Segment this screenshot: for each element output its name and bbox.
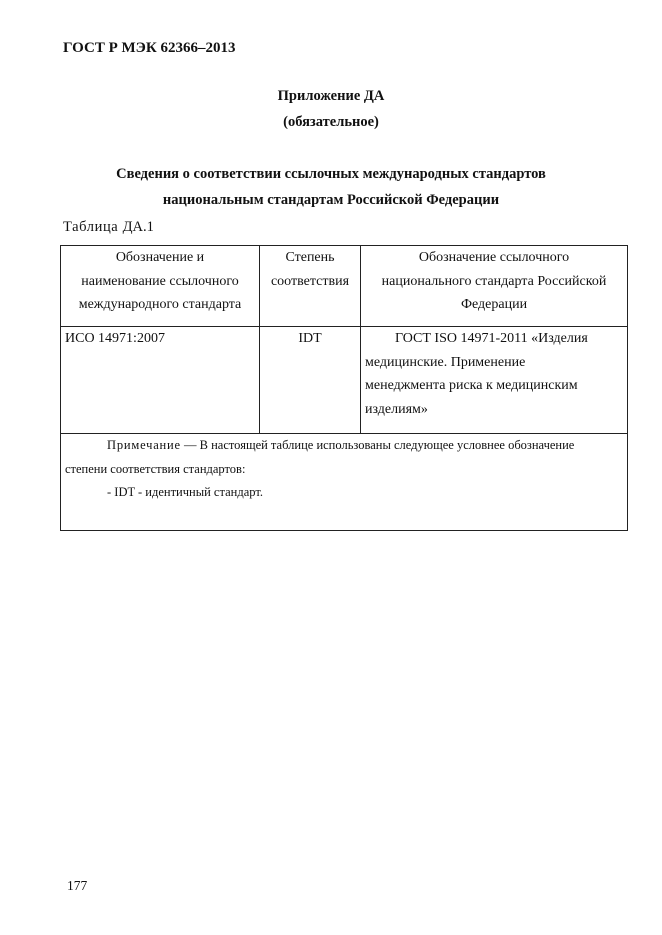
table-label-number: ДА.1	[122, 219, 154, 235]
header-text: соответствия	[270, 273, 350, 289]
note-line-1	[65, 434, 627, 458]
header-intl-standard	[61, 246, 260, 327]
header-text: международного стандарта	[78, 297, 242, 312]
annex-title: Приложение ДА	[277, 88, 385, 104]
correspondence-table	[60, 245, 628, 531]
note-text: В настоящей таблице использованы следующее условнее обозначение	[199, 438, 575, 452]
cell-text: менеджмента риска к медицинским	[365, 378, 578, 393]
note-dash: —	[180, 438, 200, 452]
table-note-row	[61, 434, 628, 531]
table-row	[61, 327, 628, 434]
note-line-2: степени соответствия стандартов:	[65, 461, 246, 476]
table-note	[61, 434, 628, 531]
annex-status: (обязательное)	[283, 114, 379, 130]
header-text: Степень	[285, 250, 335, 265]
cell-text: медицинские. Применение	[365, 354, 526, 370]
cell-national-standard	[361, 327, 628, 434]
header-text: Обозначение и	[115, 250, 205, 265]
header-text: национального стандарта Российской	[381, 273, 607, 289]
note-label: Примечание	[107, 438, 181, 452]
annex-heading-line-1: Сведения о соответствии ссылочных международных стандартов	[116, 166, 546, 182]
cell-text: ГОСТ ISO 14971-2011 «Изделия	[395, 331, 588, 346]
header-text: Обозначение ссылочного	[418, 250, 570, 265]
document-code: ГОСТ Р МЭК 62366–2013	[63, 40, 236, 56]
cell-degree: IDT	[260, 327, 361, 434]
table-label	[63, 219, 154, 236]
annex-heading-line-2: национальным стандартам Российской Федерации	[162, 192, 500, 208]
page-number: 177	[67, 878, 88, 893]
header-degree	[260, 246, 361, 327]
header-text: наименование ссылочного	[81, 273, 239, 289]
cell-intl-standard: ИСО 14971:2007	[61, 327, 260, 434]
header-text: Федерации	[460, 297, 528, 312]
header-national-standard	[361, 246, 628, 327]
table-header-row	[61, 246, 628, 327]
table-label-word: Таблица	[63, 219, 119, 235]
cell-text: изделиям»	[365, 401, 428, 417]
note-item: - IDT - идентичный стандарт.	[107, 485, 263, 499]
